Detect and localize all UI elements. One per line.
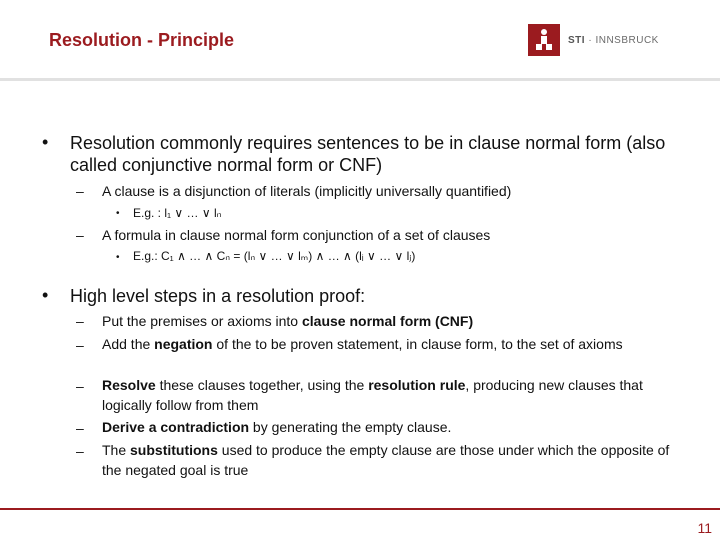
step-text: Put the premises or axioms into clause normal form (CNF) (102, 313, 474, 329)
step-text: Add the negation of the to be proven statement, in clause form, to the set of axioms (102, 336, 623, 352)
dash-marker: – (76, 313, 84, 329)
bullet-text: High level steps in a resolution proof: (70, 286, 366, 306)
logo-wordmark: STI · INNSBRUCK (568, 34, 659, 46)
dot-marker: • (116, 252, 120, 263)
page-number: 11 (697, 520, 712, 536)
dash-marker: – (76, 183, 84, 199)
dash-marker: – (76, 378, 84, 394)
footer-divider (0, 508, 720, 510)
sti-innsbruck-logo (528, 24, 659, 56)
dot-marker: • (116, 208, 120, 219)
bullet-marker: • (42, 285, 49, 305)
bullet-text: Resolution commonly requires sentences to be in clause normal form (also called conjunctive normal form or CNF) (70, 133, 666, 175)
header-divider (0, 78, 720, 81)
dash-marker: – (76, 420, 84, 436)
sub-bullet-text: A clause is a disjunction of literals (implicitly universally quantified) (102, 183, 512, 199)
step-text: Resolve these clauses together, using the resolution rule, producing new clauses that logically follow from them (102, 377, 643, 413)
example-text: E.g.: C₁ ∧ … ∧ Cₙ = (lₙ ∨ … ∨ lₘ) ∧ … ∧ (lᵢ ∨ … ∨ lⱼ) (133, 249, 416, 263)
step-text: The substitutions used to produce the empty clause are those under which the opposite of the negated goal is true (102, 442, 670, 478)
sub-bullet-text: A formula in clause normal form conjunction of a set of clauses (102, 227, 491, 243)
sti-logo-icon (528, 24, 560, 56)
slide-title: Resolution - Principle (49, 30, 235, 50)
bullet-marker: • (42, 132, 49, 152)
dash-marker: – (76, 337, 84, 353)
dash-marker: – (76, 227, 84, 243)
dash-marker: – (76, 443, 84, 459)
step-text: Derive a contradiction by generating the empty clause. (102, 419, 452, 435)
example-text: E.g. : l₁ ∨ … ∨ lₙ (133, 206, 222, 220)
